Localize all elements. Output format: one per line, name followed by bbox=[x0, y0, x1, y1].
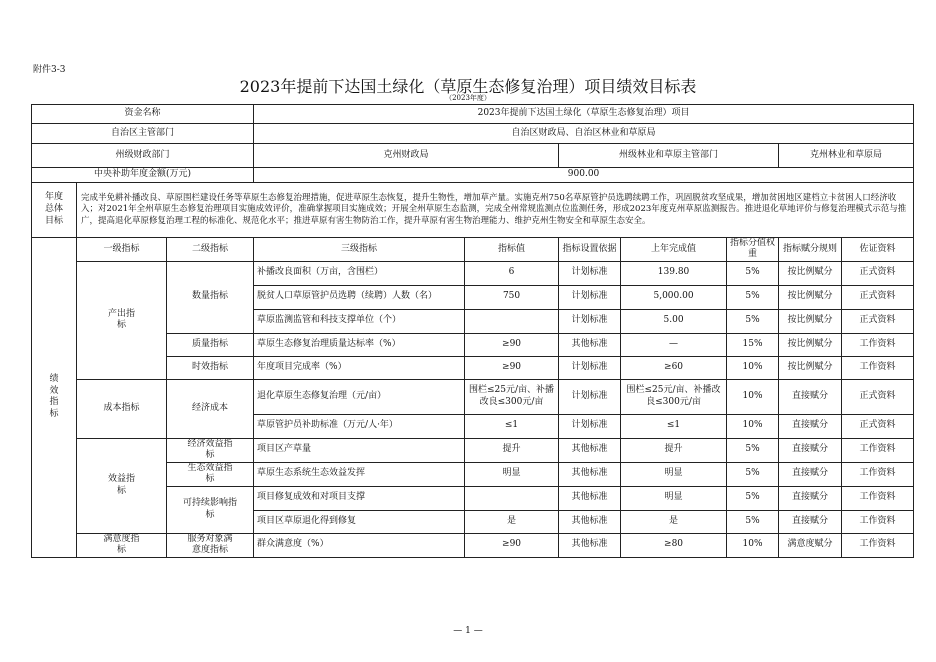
fund-name-value: 2023年提前下达国土绿化（草原生态修复治理）项目 bbox=[254, 105, 914, 124]
indicator-rule: 按比例赋分 bbox=[779, 333, 842, 356]
indicator-rule: 直接赋分 bbox=[779, 379, 842, 414]
state-forestry-value: 克州林业和草原局 bbox=[779, 144, 914, 168]
header-prev: 上年完成值 bbox=[621, 238, 727, 262]
indicator-evidence: 工作资料 bbox=[842, 438, 914, 462]
header-basis: 指标设置依据 bbox=[559, 238, 621, 262]
indicator-weight: 5% bbox=[727, 486, 779, 510]
indicator-weight: 5% bbox=[727, 285, 779, 309]
performance-indicator-label: 绩效指标 bbox=[32, 238, 77, 558]
indicator-basis: 其他标准 bbox=[559, 533, 621, 557]
indicator-rule: 直接赋分 bbox=[779, 462, 842, 486]
indicator-evidence: 工作资料 bbox=[842, 533, 914, 557]
state-forestry-label: 州级林业和草原主管部门 bbox=[559, 144, 779, 168]
indicator-basis: 计划标准 bbox=[559, 261, 621, 285]
indicator-basis: 计划标准 bbox=[559, 356, 621, 379]
level2-time: 时效指标 bbox=[167, 356, 254, 379]
table-row bbox=[32, 533, 914, 557]
indicator-header-row bbox=[32, 238, 914, 262]
indicator-weight: 10% bbox=[727, 356, 779, 379]
indicator-prev: 明显 bbox=[621, 486, 727, 510]
indicator-basis: 计划标准 bbox=[559, 309, 621, 333]
indicator-name: 年度项目完成率（%） bbox=[254, 356, 465, 379]
indicator-weight: 15% bbox=[727, 333, 779, 356]
attachment-number: 附件3-3 bbox=[33, 65, 66, 75]
indicator-weight: 5% bbox=[727, 462, 779, 486]
header-level2: 二级指标 bbox=[167, 238, 254, 262]
indicator-basis: 计划标准 bbox=[559, 414, 621, 438]
indicator-name: 退化草原生态修复治理（元/亩） bbox=[254, 379, 465, 414]
indicator-name: 项目区草原退化得到修复 bbox=[254, 510, 465, 533]
indicator-prev: ≥80 bbox=[621, 533, 727, 557]
region-dept-value: 自治区财政局、自治区林业和草原局 bbox=[254, 124, 914, 144]
indicator-value: 明显 bbox=[465, 462, 559, 486]
state-dept-row bbox=[32, 144, 914, 168]
indicator-basis: 其他标准 bbox=[559, 438, 621, 462]
indicator-weight: 5% bbox=[727, 309, 779, 333]
indicator-evidence: 工作资料 bbox=[842, 510, 914, 533]
indicator-name: 草原监测监管和科技支撑单位（个） bbox=[254, 309, 465, 333]
header-level1: 一级指标 bbox=[77, 238, 167, 262]
table-row bbox=[32, 438, 914, 462]
indicator-prev: 5.00 bbox=[621, 309, 727, 333]
indicator-rule: 按比例赋分 bbox=[779, 285, 842, 309]
indicator-rule: 按比例赋分 bbox=[779, 261, 842, 285]
indicator-rule: 直接赋分 bbox=[779, 486, 842, 510]
region-dept-row bbox=[32, 124, 914, 144]
header-value: 指标值 bbox=[465, 238, 559, 262]
page-title: 2023年提前下达国土绿化（草原生态修复治理）项目绩效目标表 bbox=[239, 77, 697, 96]
subsidy-label: 中央补助年度金额(万元) bbox=[32, 168, 254, 183]
annual-goal-label: 年度总体目标 bbox=[32, 183, 77, 238]
page-number: — 1 — bbox=[453, 626, 483, 636]
indicator-name: 补播改良面积（万亩，含围栏） bbox=[254, 261, 465, 285]
performance-target-table bbox=[31, 104, 914, 558]
level2-econ-benefit: 经济效益指标 bbox=[167, 438, 254, 462]
indicator-prev: 是 bbox=[621, 510, 727, 533]
indicator-evidence: 正式资料 bbox=[842, 379, 914, 414]
indicator-rule: 直接赋分 bbox=[779, 414, 842, 438]
indicator-weight: 10% bbox=[727, 414, 779, 438]
indicator-rule: 直接赋分 bbox=[779, 438, 842, 462]
indicator-prev: 5,000.00 bbox=[621, 285, 727, 309]
indicator-basis: 其他标准 bbox=[559, 462, 621, 486]
indicator-prev: 明显 bbox=[621, 462, 727, 486]
indicator-evidence: 正式资料 bbox=[842, 261, 914, 285]
indicator-basis: 其他标准 bbox=[559, 510, 621, 533]
indicator-evidence: 正式资料 bbox=[842, 309, 914, 333]
level1-benefit: 效益指标 bbox=[77, 438, 167, 533]
indicator-value bbox=[465, 486, 559, 510]
table-row bbox=[32, 261, 914, 285]
indicator-basis: 计划标准 bbox=[559, 379, 621, 414]
level2-econ-cost: 经济成本 bbox=[167, 379, 254, 438]
indicator-prev: 围栏≤25元/亩、补播改良≤300元/亩 bbox=[621, 379, 727, 414]
indicator-value: 6 bbox=[465, 261, 559, 285]
page-subtitle: （2023年度） bbox=[445, 94, 491, 102]
indicator-weight: 5% bbox=[727, 510, 779, 533]
indicator-prev: 提升 bbox=[621, 438, 727, 462]
indicator-prev: ≥60 bbox=[621, 356, 727, 379]
indicator-name: 项目区产草量 bbox=[254, 438, 465, 462]
level1-cost: 成本指标 bbox=[77, 379, 167, 438]
level2-quantity: 数量指标 bbox=[167, 261, 254, 333]
header-evidence: 佐证资料 bbox=[842, 238, 914, 262]
subsidy-row bbox=[32, 168, 914, 183]
header-weight: 指标分值权重 bbox=[727, 238, 779, 262]
indicator-value: ≥90 bbox=[465, 533, 559, 557]
level2-quality: 质量指标 bbox=[167, 333, 254, 356]
indicator-evidence: 正式资料 bbox=[842, 414, 914, 438]
indicator-basis: 其他标准 bbox=[559, 333, 621, 356]
subsidy-value: 900.00 bbox=[254, 168, 914, 183]
indicator-name: 群众满意度（%） bbox=[254, 533, 465, 557]
indicator-name: 草原管护员补助标准（万元/人·年） bbox=[254, 414, 465, 438]
indicator-basis: 其他标准 bbox=[559, 486, 621, 510]
indicator-rule: 满意度赋分 bbox=[779, 533, 842, 557]
indicator-weight: 10% bbox=[727, 379, 779, 414]
header-rule: 指标赋分规则 bbox=[779, 238, 842, 262]
indicator-value: 围栏≤25元/亩、补播改良≤300元/亩 bbox=[465, 379, 559, 414]
table-row bbox=[32, 379, 914, 414]
state-finance-value: 克州财政局 bbox=[254, 144, 559, 168]
level2-service: 服务对象满意度指标 bbox=[167, 533, 254, 557]
indicator-evidence: 工作资料 bbox=[842, 486, 914, 510]
indicator-name: 项目修复成效和对项目支撑 bbox=[254, 486, 465, 510]
indicator-evidence: 工作资料 bbox=[842, 462, 914, 486]
state-finance-label: 州级财政部门 bbox=[32, 144, 254, 168]
indicator-weight: 5% bbox=[727, 261, 779, 285]
indicator-value: ≥90 bbox=[465, 333, 559, 356]
indicator-evidence: 工作资料 bbox=[842, 333, 914, 356]
indicator-value: 是 bbox=[465, 510, 559, 533]
indicator-rule: 按比例赋分 bbox=[779, 309, 842, 333]
indicator-rule: 按比例赋分 bbox=[779, 356, 842, 379]
fund-name-label: 资金名称 bbox=[32, 105, 254, 124]
annual-goal-text: 完成半免耕补播改良、草原围栏建设任务等草原生态修复治理措施，促进草原生态恢复，提升生物性，增加草产量。实施克州750名草原管护员选聘续聘工作，巩固脱贫攻坚成果，增加贫困地区建档立卡贫困人口经济收入；对2021年全州草原生态修复治理项目实施成效评价，准确掌握项目实施成效；开展全州草原生态监测，完成全州常规监测点位监测任务，形成2023年度克州草原监测报告。推进退化草地评价与修复治理模式示范与推广，提高退化草原修复治理工程的标准化、规范化水平；推进草原有害生物防治工作，提升草原有害生物治理能力、维护克州生物安全和草原生态安全。 bbox=[77, 183, 914, 238]
indicator-prev: — bbox=[621, 333, 727, 356]
header-level3: 三级指标 bbox=[254, 238, 465, 262]
region-dept-label: 自治区主管部门 bbox=[32, 124, 254, 144]
level2-sustain: 可持续影响指标 bbox=[167, 486, 254, 533]
indicator-weight: 5% bbox=[727, 438, 779, 462]
level1-satisfaction: 满意度指标 bbox=[77, 533, 167, 557]
annual-goal-row bbox=[32, 183, 914, 238]
indicator-value: ≥90 bbox=[465, 356, 559, 379]
indicator-value bbox=[465, 309, 559, 333]
indicator-name: 草原生态系统生态效益发挥 bbox=[254, 462, 465, 486]
indicator-basis: 计划标准 bbox=[559, 285, 621, 309]
fund-name-row bbox=[32, 105, 914, 124]
indicator-prev: ≤1 bbox=[621, 414, 727, 438]
indicator-name: 草原生态修复治理质量达标率（%） bbox=[254, 333, 465, 356]
indicator-evidence: 正式资料 bbox=[842, 285, 914, 309]
indicator-weight: 10% bbox=[727, 533, 779, 557]
indicator-value: 750 bbox=[465, 285, 559, 309]
level2-eco-benefit: 生态效益指标 bbox=[167, 462, 254, 486]
indicator-rule: 直接赋分 bbox=[779, 510, 842, 533]
indicator-prev: 139.80 bbox=[621, 261, 727, 285]
level1-output: 产出指标 bbox=[77, 261, 167, 379]
indicator-name: 脱贫人口草原管护员选聘（续聘）人数（名） bbox=[254, 285, 465, 309]
indicator-value: 提升 bbox=[465, 438, 559, 462]
indicator-evidence: 工作资料 bbox=[842, 356, 914, 379]
indicator-value: ≤1 bbox=[465, 414, 559, 438]
